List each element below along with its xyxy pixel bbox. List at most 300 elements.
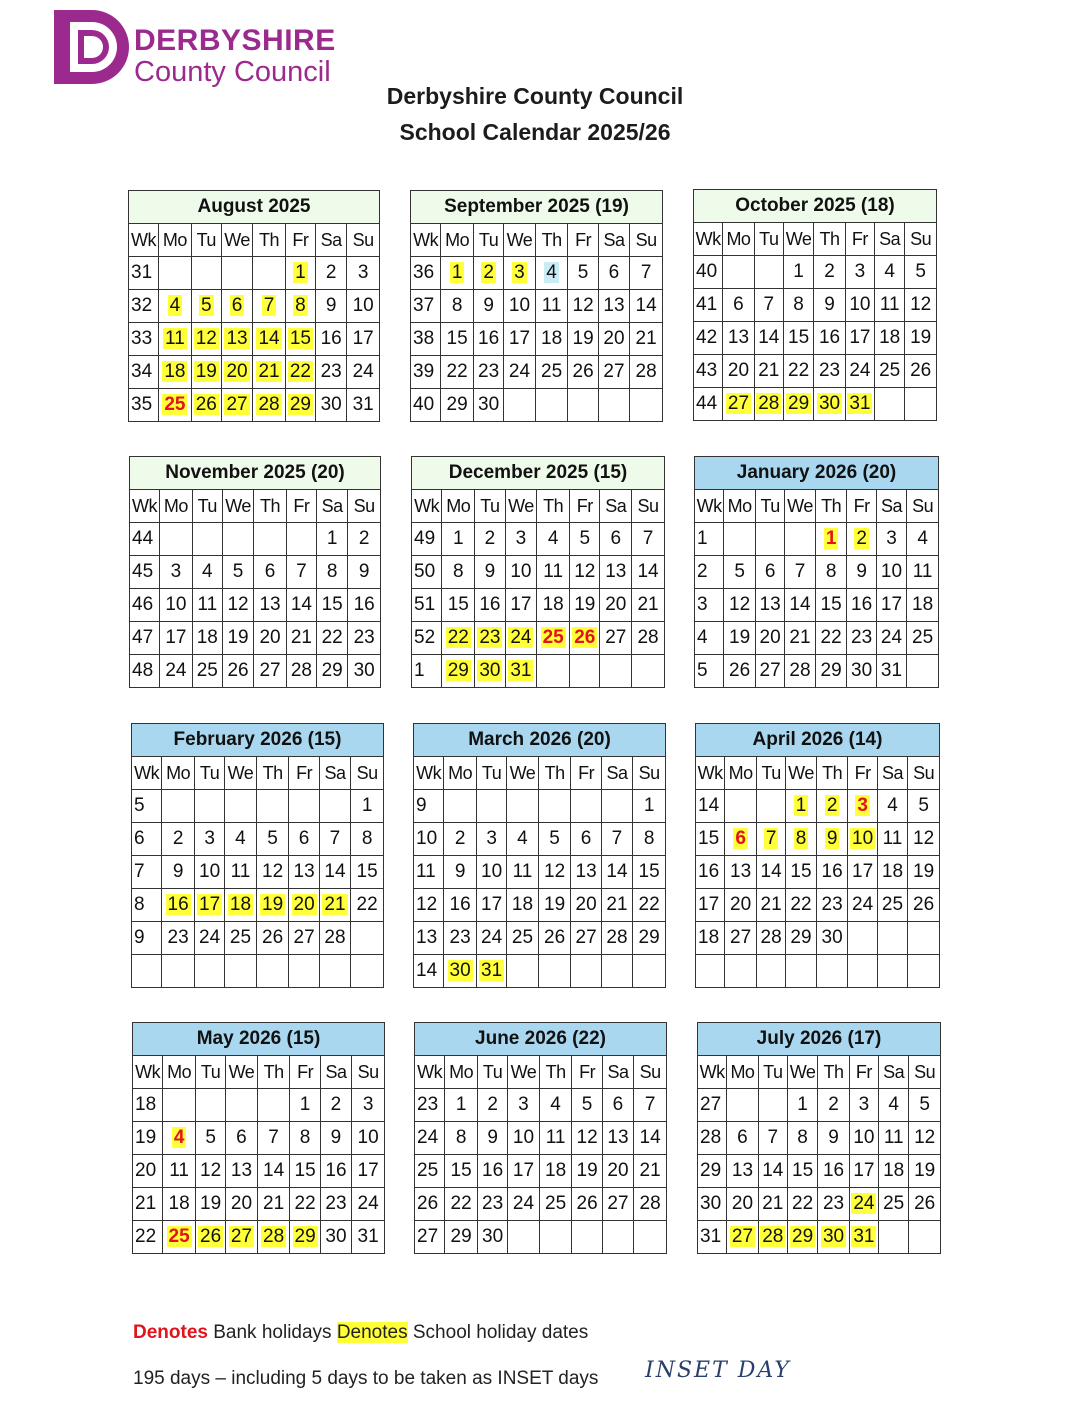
day-cell xyxy=(905,322,937,355)
day-number: 26 xyxy=(914,1193,936,1214)
week-number xyxy=(696,856,725,889)
day-number: 17 xyxy=(853,1160,875,1181)
day-number: 3 xyxy=(854,261,866,282)
day-number: 20 xyxy=(730,894,752,915)
day-cell xyxy=(723,388,755,421)
day-number: 13 xyxy=(259,594,281,615)
day-cell xyxy=(504,389,536,422)
day-number: 24 xyxy=(510,627,532,648)
day-number: 25 xyxy=(541,361,563,382)
day-number: 20 xyxy=(226,361,248,382)
day-number: 12 xyxy=(200,1160,222,1181)
day-number: 1 xyxy=(793,261,804,282)
week-number-label: 50 xyxy=(414,561,436,582)
week-row xyxy=(696,790,940,823)
day-cell xyxy=(254,589,287,622)
week-number xyxy=(412,655,442,688)
week-number xyxy=(129,323,159,356)
day-number: 22 xyxy=(446,361,468,382)
month-title: June 2026 (22) xyxy=(415,1023,667,1056)
day-cell xyxy=(633,856,666,889)
day-cell xyxy=(347,356,380,389)
week-number-label: 5 xyxy=(697,660,708,681)
day-number: 26 xyxy=(227,660,249,681)
weekday-header: Su xyxy=(347,224,380,257)
day-cell xyxy=(879,1122,909,1155)
day-cell xyxy=(537,523,570,556)
day-number: 13 xyxy=(293,861,315,882)
day-cell xyxy=(221,323,252,356)
day-number: 18 xyxy=(883,1160,905,1181)
weekday-header: We xyxy=(786,757,817,790)
week-number-label: 13 xyxy=(416,927,438,948)
day-cell xyxy=(632,523,665,556)
day-cell xyxy=(848,856,877,889)
weekday-header: Mo xyxy=(163,1056,196,1089)
day-number: 17 xyxy=(512,1160,535,1181)
day-cell xyxy=(633,790,666,823)
day-number: 8 xyxy=(453,561,464,582)
week-number xyxy=(129,389,159,422)
day-number: 19 xyxy=(544,894,566,915)
day-cell xyxy=(879,1089,909,1122)
weekday-header: We xyxy=(226,1056,258,1089)
day-number: 18 xyxy=(545,1160,567,1181)
weekday-header: Fr xyxy=(286,490,316,523)
day-cell xyxy=(191,356,221,389)
week-row xyxy=(133,1155,385,1188)
day-cell xyxy=(285,257,315,290)
day-cell xyxy=(875,289,905,322)
day-cell xyxy=(845,388,874,421)
week-row xyxy=(132,856,384,889)
day-cell xyxy=(286,523,316,556)
day-number: 13 xyxy=(730,861,752,882)
day-number: 10 xyxy=(165,594,187,615)
day-cell xyxy=(505,655,537,688)
day-cell xyxy=(477,1188,507,1221)
day-cell xyxy=(226,1221,258,1254)
day-cell xyxy=(756,922,785,955)
day-number: 29 xyxy=(820,660,842,681)
week-number-label: 38 xyxy=(413,328,435,349)
day-number: 22 xyxy=(792,1193,814,1214)
weekday-header: Fr xyxy=(290,1056,320,1089)
day-cell xyxy=(568,389,598,422)
weekday-header: Su xyxy=(907,490,939,523)
day-cell xyxy=(256,823,289,856)
month-title: March 2026 (20) xyxy=(414,724,666,757)
day-cell xyxy=(537,655,570,688)
week-number-label: 44 xyxy=(696,393,718,414)
month-title: December 2025 (15) xyxy=(412,457,665,490)
day-cell xyxy=(875,256,905,289)
day-number: 28 xyxy=(762,1226,784,1247)
day-cell xyxy=(476,790,506,823)
day-number: 4 xyxy=(202,561,213,582)
day-cell xyxy=(847,523,876,556)
day-cell xyxy=(908,823,940,856)
week-number-label: 22 xyxy=(135,1226,157,1247)
weekday-header: Fr xyxy=(568,224,598,257)
week-row xyxy=(695,622,939,655)
day-number: 14 xyxy=(635,295,657,316)
day-cell xyxy=(909,1221,941,1254)
day-number: 5 xyxy=(232,561,244,582)
day-cell xyxy=(630,356,663,389)
day-number: 3 xyxy=(204,828,215,849)
day-cell xyxy=(289,856,319,889)
day-cell xyxy=(570,556,600,589)
day-number: 27 xyxy=(603,361,625,382)
week-row xyxy=(412,556,665,589)
day-number: 4 xyxy=(917,528,928,549)
week-row xyxy=(415,1089,667,1122)
week-number xyxy=(130,622,160,655)
day-cell xyxy=(783,388,813,421)
week-number xyxy=(696,790,725,823)
day-number: 5 xyxy=(918,795,929,816)
weekday-header: We xyxy=(507,757,539,790)
week-number xyxy=(132,790,162,823)
weekday-header: Sa xyxy=(316,490,347,523)
week-number xyxy=(129,290,159,323)
week-number-label: 32 xyxy=(131,295,153,316)
day-cell xyxy=(289,790,319,823)
day-cell xyxy=(816,790,848,823)
day-cell xyxy=(723,256,755,289)
week-number xyxy=(411,323,441,356)
day-cell xyxy=(226,1188,258,1221)
day-cell xyxy=(507,889,539,922)
week-number xyxy=(130,523,160,556)
day-number: 13 xyxy=(605,561,627,582)
day-number: 20 xyxy=(575,894,597,915)
day-number: 14 xyxy=(762,1160,784,1181)
day-cell xyxy=(194,889,224,922)
day-cell xyxy=(226,1089,258,1122)
day-number: 18 xyxy=(541,328,563,349)
day-number: 6 xyxy=(735,828,746,849)
day-number: 2 xyxy=(172,828,184,849)
day-cell xyxy=(538,955,571,988)
day-number: 5 xyxy=(915,261,926,282)
weekday-header: Wk xyxy=(411,224,441,257)
day-cell xyxy=(473,323,503,356)
day-cell xyxy=(816,889,848,922)
week-row xyxy=(414,922,666,955)
day-cell xyxy=(570,589,600,622)
day-number: 30 xyxy=(478,394,500,415)
day-number: 30 xyxy=(821,927,843,948)
day-cell xyxy=(475,622,505,655)
day-cell xyxy=(285,290,315,323)
day-cell xyxy=(222,622,253,655)
day-number: 18 xyxy=(912,594,934,615)
day-cell xyxy=(754,289,783,322)
day-number: 19 xyxy=(910,327,932,348)
day-number: 15 xyxy=(450,1160,472,1181)
day-cell xyxy=(319,823,351,856)
day-number: 7 xyxy=(642,528,654,549)
day-cell xyxy=(572,1089,602,1122)
day-number: 23 xyxy=(821,894,843,915)
day-cell xyxy=(477,1122,507,1155)
day-number: 16 xyxy=(167,894,189,915)
day-cell xyxy=(445,1188,478,1221)
day-cell xyxy=(725,856,757,889)
handwritten-annotation: INSET DAY xyxy=(645,1358,791,1383)
day-number: 28 xyxy=(635,361,657,382)
month-calendar xyxy=(132,1022,385,1254)
week-number xyxy=(414,955,444,988)
week-row xyxy=(696,823,940,856)
day-number: 25 xyxy=(196,660,218,681)
day-cell xyxy=(473,257,503,290)
day-number: 20 xyxy=(259,627,281,648)
weekday-header: Mo xyxy=(160,490,193,523)
day-number: 16 xyxy=(320,328,342,349)
day-cell xyxy=(786,856,817,889)
day-number: 12 xyxy=(576,1127,598,1148)
day-number: 9 xyxy=(856,561,867,582)
weekday-header: Th xyxy=(538,757,571,790)
day-number: 8 xyxy=(451,295,463,316)
day-cell xyxy=(538,856,571,889)
day-number: 18 xyxy=(511,894,534,915)
day-number: 18 xyxy=(168,1193,190,1214)
day-number: 14 xyxy=(758,327,780,348)
day-cell xyxy=(568,290,598,323)
day-cell xyxy=(348,589,381,622)
week-row xyxy=(129,290,380,323)
day-cell xyxy=(571,790,601,823)
day-cell xyxy=(572,1155,602,1188)
day-number: 10 xyxy=(352,295,374,316)
day-number: 21 xyxy=(324,894,346,915)
day-cell xyxy=(876,523,907,556)
day-number: 17 xyxy=(508,328,531,349)
day-cell xyxy=(539,1221,572,1254)
day-number: 20 xyxy=(603,328,625,349)
day-number: 2 xyxy=(487,1094,498,1115)
day-number: 21 xyxy=(762,1193,784,1214)
day-cell xyxy=(571,955,601,988)
day-cell xyxy=(787,1221,817,1254)
day-number: 18 xyxy=(164,361,186,382)
weekday-header: Th xyxy=(816,757,848,790)
day-number: 12 xyxy=(544,861,566,882)
day-number: 10 xyxy=(849,294,871,315)
weekday-header: We xyxy=(785,490,816,523)
day-cell xyxy=(783,289,813,322)
day-number: 19 xyxy=(913,861,935,882)
day-cell xyxy=(571,823,601,856)
day-number: 22 xyxy=(321,627,343,648)
day-number: 3 xyxy=(515,528,527,549)
day-cell xyxy=(845,355,874,388)
day-cell xyxy=(442,655,475,688)
day-number: 8 xyxy=(793,294,804,315)
weekday-header: Su xyxy=(352,1056,385,1089)
week-row xyxy=(694,322,937,355)
weekday-header: Tu xyxy=(758,1056,787,1089)
day-cell xyxy=(571,889,601,922)
day-number: 17 xyxy=(199,894,221,915)
day-number: 11 xyxy=(165,328,185,349)
day-cell xyxy=(159,290,192,323)
week-number xyxy=(133,1188,163,1221)
day-cell xyxy=(909,1155,941,1188)
week-number-label: 1 xyxy=(697,528,708,549)
week-number-label: 51 xyxy=(414,594,436,615)
week-row xyxy=(694,289,937,322)
day-cell xyxy=(847,556,876,589)
day-cell xyxy=(256,955,289,988)
day-cell xyxy=(505,589,537,622)
day-cell xyxy=(256,889,289,922)
week-number xyxy=(133,1122,163,1155)
day-cell xyxy=(535,290,568,323)
day-number: 18 xyxy=(879,327,901,348)
week-number-label: 27 xyxy=(417,1226,439,1247)
day-cell xyxy=(907,655,939,688)
day-number: 3 xyxy=(886,528,897,549)
day-cell xyxy=(351,823,384,856)
day-number: 23 xyxy=(479,627,501,648)
week-number xyxy=(696,955,725,988)
day-number: 4 xyxy=(550,1094,561,1115)
day-cell xyxy=(786,889,817,922)
weekday-header: Fr xyxy=(289,757,319,790)
day-cell xyxy=(504,323,536,356)
day-number: 6 xyxy=(231,295,243,316)
weekday-header: Wk xyxy=(695,490,724,523)
day-cell xyxy=(286,589,316,622)
week-row xyxy=(133,1122,385,1155)
day-cell xyxy=(290,1155,320,1188)
day-cell xyxy=(257,1122,290,1155)
day-number: 29 xyxy=(790,927,812,948)
week-number xyxy=(695,655,724,688)
weekday-header: Tu xyxy=(194,757,224,790)
day-cell xyxy=(755,655,784,688)
week-number-label: 40 xyxy=(413,394,435,415)
day-number: 27 xyxy=(575,927,597,948)
weekday-header: Wk xyxy=(130,490,160,523)
day-cell xyxy=(285,356,315,389)
week-number xyxy=(414,856,444,889)
day-number: 23 xyxy=(353,627,375,648)
week-number xyxy=(132,955,162,988)
day-cell xyxy=(159,257,192,290)
day-number: 28 xyxy=(263,1226,285,1247)
day-cell xyxy=(845,322,874,355)
day-number: 4 xyxy=(169,295,181,316)
week-number-label: 27 xyxy=(700,1094,722,1115)
day-cell xyxy=(444,856,477,889)
week-number-label: 8 xyxy=(134,894,145,915)
day-number: 13 xyxy=(731,1160,754,1181)
day-number: 4 xyxy=(887,795,898,816)
day-cell xyxy=(571,922,601,955)
week-row xyxy=(411,257,663,290)
day-cell xyxy=(905,256,937,289)
day-number: 2 xyxy=(358,528,370,549)
day-number: 13 xyxy=(226,328,248,349)
weekday-header: We xyxy=(787,1056,817,1089)
day-cell xyxy=(723,322,755,355)
day-cell xyxy=(568,356,598,389)
day-cell xyxy=(908,922,940,955)
day-cell xyxy=(507,955,539,988)
weekday-header: Th xyxy=(253,224,286,257)
week-number xyxy=(695,523,724,556)
day-cell xyxy=(598,323,630,356)
day-cell xyxy=(908,856,940,889)
day-cell xyxy=(194,922,224,955)
week-number xyxy=(412,622,442,655)
day-cell xyxy=(539,1188,572,1221)
day-cell xyxy=(816,955,848,988)
day-cell xyxy=(634,1188,667,1221)
weekday-header: Sa xyxy=(319,757,351,790)
day-number: 11 xyxy=(883,1127,904,1148)
week-number-label: 5 xyxy=(134,795,145,816)
day-cell xyxy=(442,622,475,655)
day-number: 29 xyxy=(447,660,469,681)
day-number: 8 xyxy=(455,1127,467,1148)
week-number-label: 37 xyxy=(413,295,435,316)
day-number: 16 xyxy=(325,1160,347,1181)
day-cell xyxy=(476,856,506,889)
day-cell xyxy=(876,589,907,622)
week-number-label: 7 xyxy=(134,861,145,882)
day-cell xyxy=(221,257,252,290)
day-cell xyxy=(786,790,817,823)
day-cell xyxy=(442,556,475,589)
day-cell xyxy=(226,1122,258,1155)
day-number: 15 xyxy=(638,861,660,882)
day-number: 27 xyxy=(727,393,750,414)
day-cell xyxy=(600,556,632,589)
day-number: 31 xyxy=(849,393,871,414)
day-number: 25 xyxy=(545,1193,567,1214)
week-row xyxy=(412,655,665,688)
week-number xyxy=(698,1122,727,1155)
day-cell xyxy=(602,1221,634,1254)
day-number: 11 xyxy=(912,561,933,582)
weekday-header: Fr xyxy=(570,490,600,523)
day-cell xyxy=(475,655,505,688)
day-cell xyxy=(845,256,874,289)
day-cell xyxy=(508,1122,540,1155)
day-cell xyxy=(758,1122,787,1155)
day-number: 23 xyxy=(478,361,500,382)
day-number: 5 xyxy=(205,1127,216,1148)
week-number xyxy=(695,622,724,655)
weekday-header: Th xyxy=(254,490,287,523)
day-number: 24 xyxy=(852,894,874,915)
day-number: 8 xyxy=(643,828,655,849)
weekday-header: Mo xyxy=(445,1056,478,1089)
day-cell xyxy=(315,257,346,290)
weekday-header: Tu xyxy=(476,757,506,790)
week-number-label: 35 xyxy=(131,394,153,415)
week-number xyxy=(415,1089,445,1122)
day-number: 22 xyxy=(294,1193,316,1214)
week-row xyxy=(412,523,665,556)
